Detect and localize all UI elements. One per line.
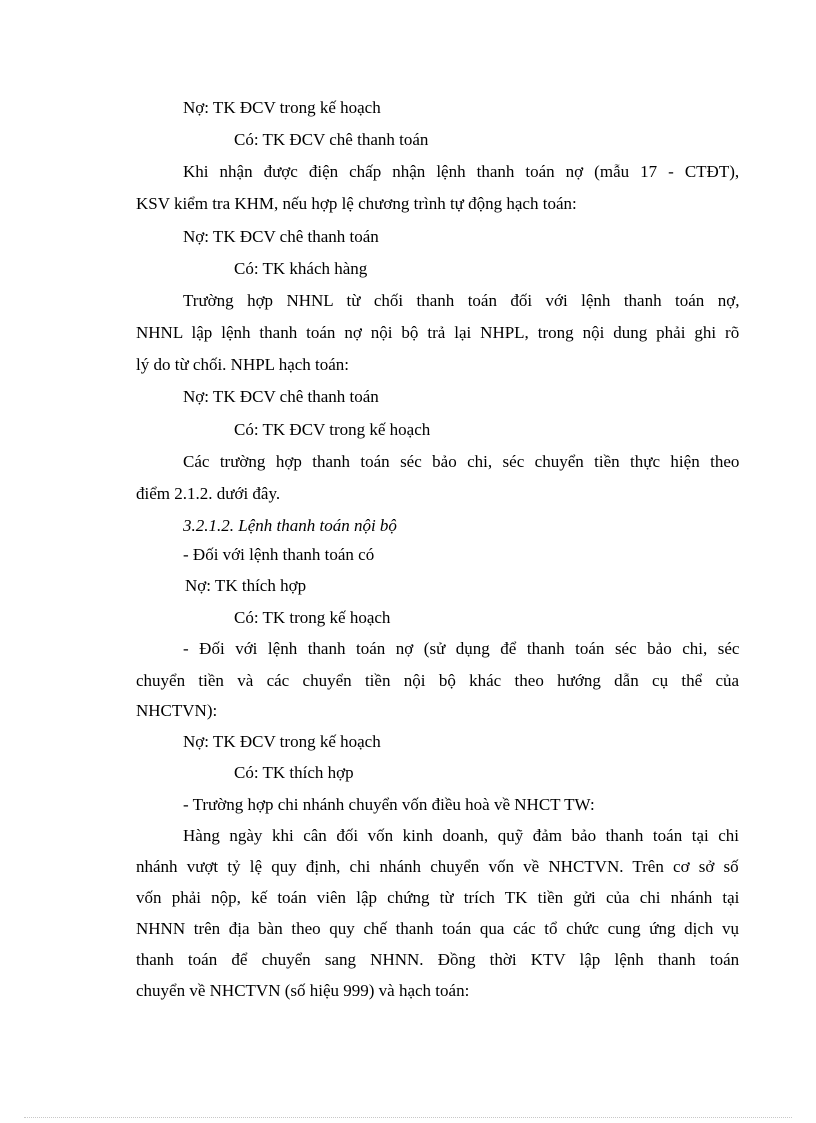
text-line: Nợ: TK ĐCV trong kế hoạch (183, 98, 381, 117)
text-line: Khi nhận được điện chấp nhận lệnh thanh toán nợ (mẫu 17 - CTĐT), (183, 162, 740, 181)
text-line: Nợ: TK ĐCV trong kế hoạch (183, 732, 381, 751)
text-line: Có: TK khách hàng (234, 259, 368, 278)
text-line: Trường hợp NHNL từ chối thanh toán đối với lệnh thanh toán nợ, (183, 291, 740, 310)
text-line: NHCTVN): (136, 701, 218, 720)
text-line: Nợ: TK thích hợp (185, 576, 307, 595)
text-line: Có: TK thích hợp (234, 763, 354, 782)
text-line: vốn phải nộp, kế toán viên lập chứng từ trích TK tiền gửi của chi nhánh tại (136, 888, 740, 907)
text-line: Hàng ngày khi cân đối vốn kinh doanh, quỹ đảm bảo thanh toán tại chi (183, 826, 740, 845)
text-line: NHNN trên địa bàn theo quy chế thanh toán qua các tổ chức cung ứng dịch vụ (136, 919, 739, 938)
text-line: nhánh vượt tỷ lệ quy định, chi nhánh chuyển vốn về NHCTVN. Trên cơ sở số (136, 857, 739, 876)
text-line: lý do từ chối. NHPL hạch toán: (136, 355, 350, 374)
text-line: Nợ: TK ĐCV chê thanh toán (183, 387, 379, 406)
text-line: - Trường hợp chi nhánh chuyển vốn điều hoà về NHCT TW: (183, 795, 595, 814)
text-line: NHNL lập lệnh thanh toán nợ nội bộ trả lại NHPL, trong nội dung phải ghi rõ (136, 323, 740, 342)
page-bottom-rule (24, 1117, 792, 1118)
text-line: KSV kiểm tra KHM, nếu hợp lệ chương trình tự động hạch toán: (136, 194, 577, 213)
text-line: Các trường hợp thanh toán séc bảo chi, séc chuyển tiền thực hiện theo (183, 452, 740, 471)
text-line: Nợ: TK ĐCV chê thanh toán (183, 227, 379, 246)
text-line: Có: TK ĐCV chê thanh toán (234, 130, 429, 149)
text-line: - Đối với lệnh thanh toán nợ (sử dụng để thanh toán séc bảo chi, séc (183, 639, 740, 658)
text-line: thanh toán để chuyển sang NHNN. Đồng thời KTV lập lệnh thanh toán (136, 950, 740, 969)
text-line: - Đối với lệnh thanh toán có (183, 545, 375, 564)
text-line: Có: TK trong kế hoạch (234, 608, 391, 627)
section-heading: 3.2.1.2. Lệnh thanh toán nội bộ (183, 516, 397, 535)
text-line: chuyển về NHCTVN (số hiệu 999) và hạch toán: (136, 981, 470, 1000)
text-line: Có: TK ĐCV trong kế hoạch (234, 420, 431, 439)
text-line: chuyển tiền và các chuyển tiền nội bộ khác theo hướng dẫn cụ thể của (136, 671, 740, 690)
text-line: điểm 2.1.2. dưới đây. (136, 484, 281, 503)
